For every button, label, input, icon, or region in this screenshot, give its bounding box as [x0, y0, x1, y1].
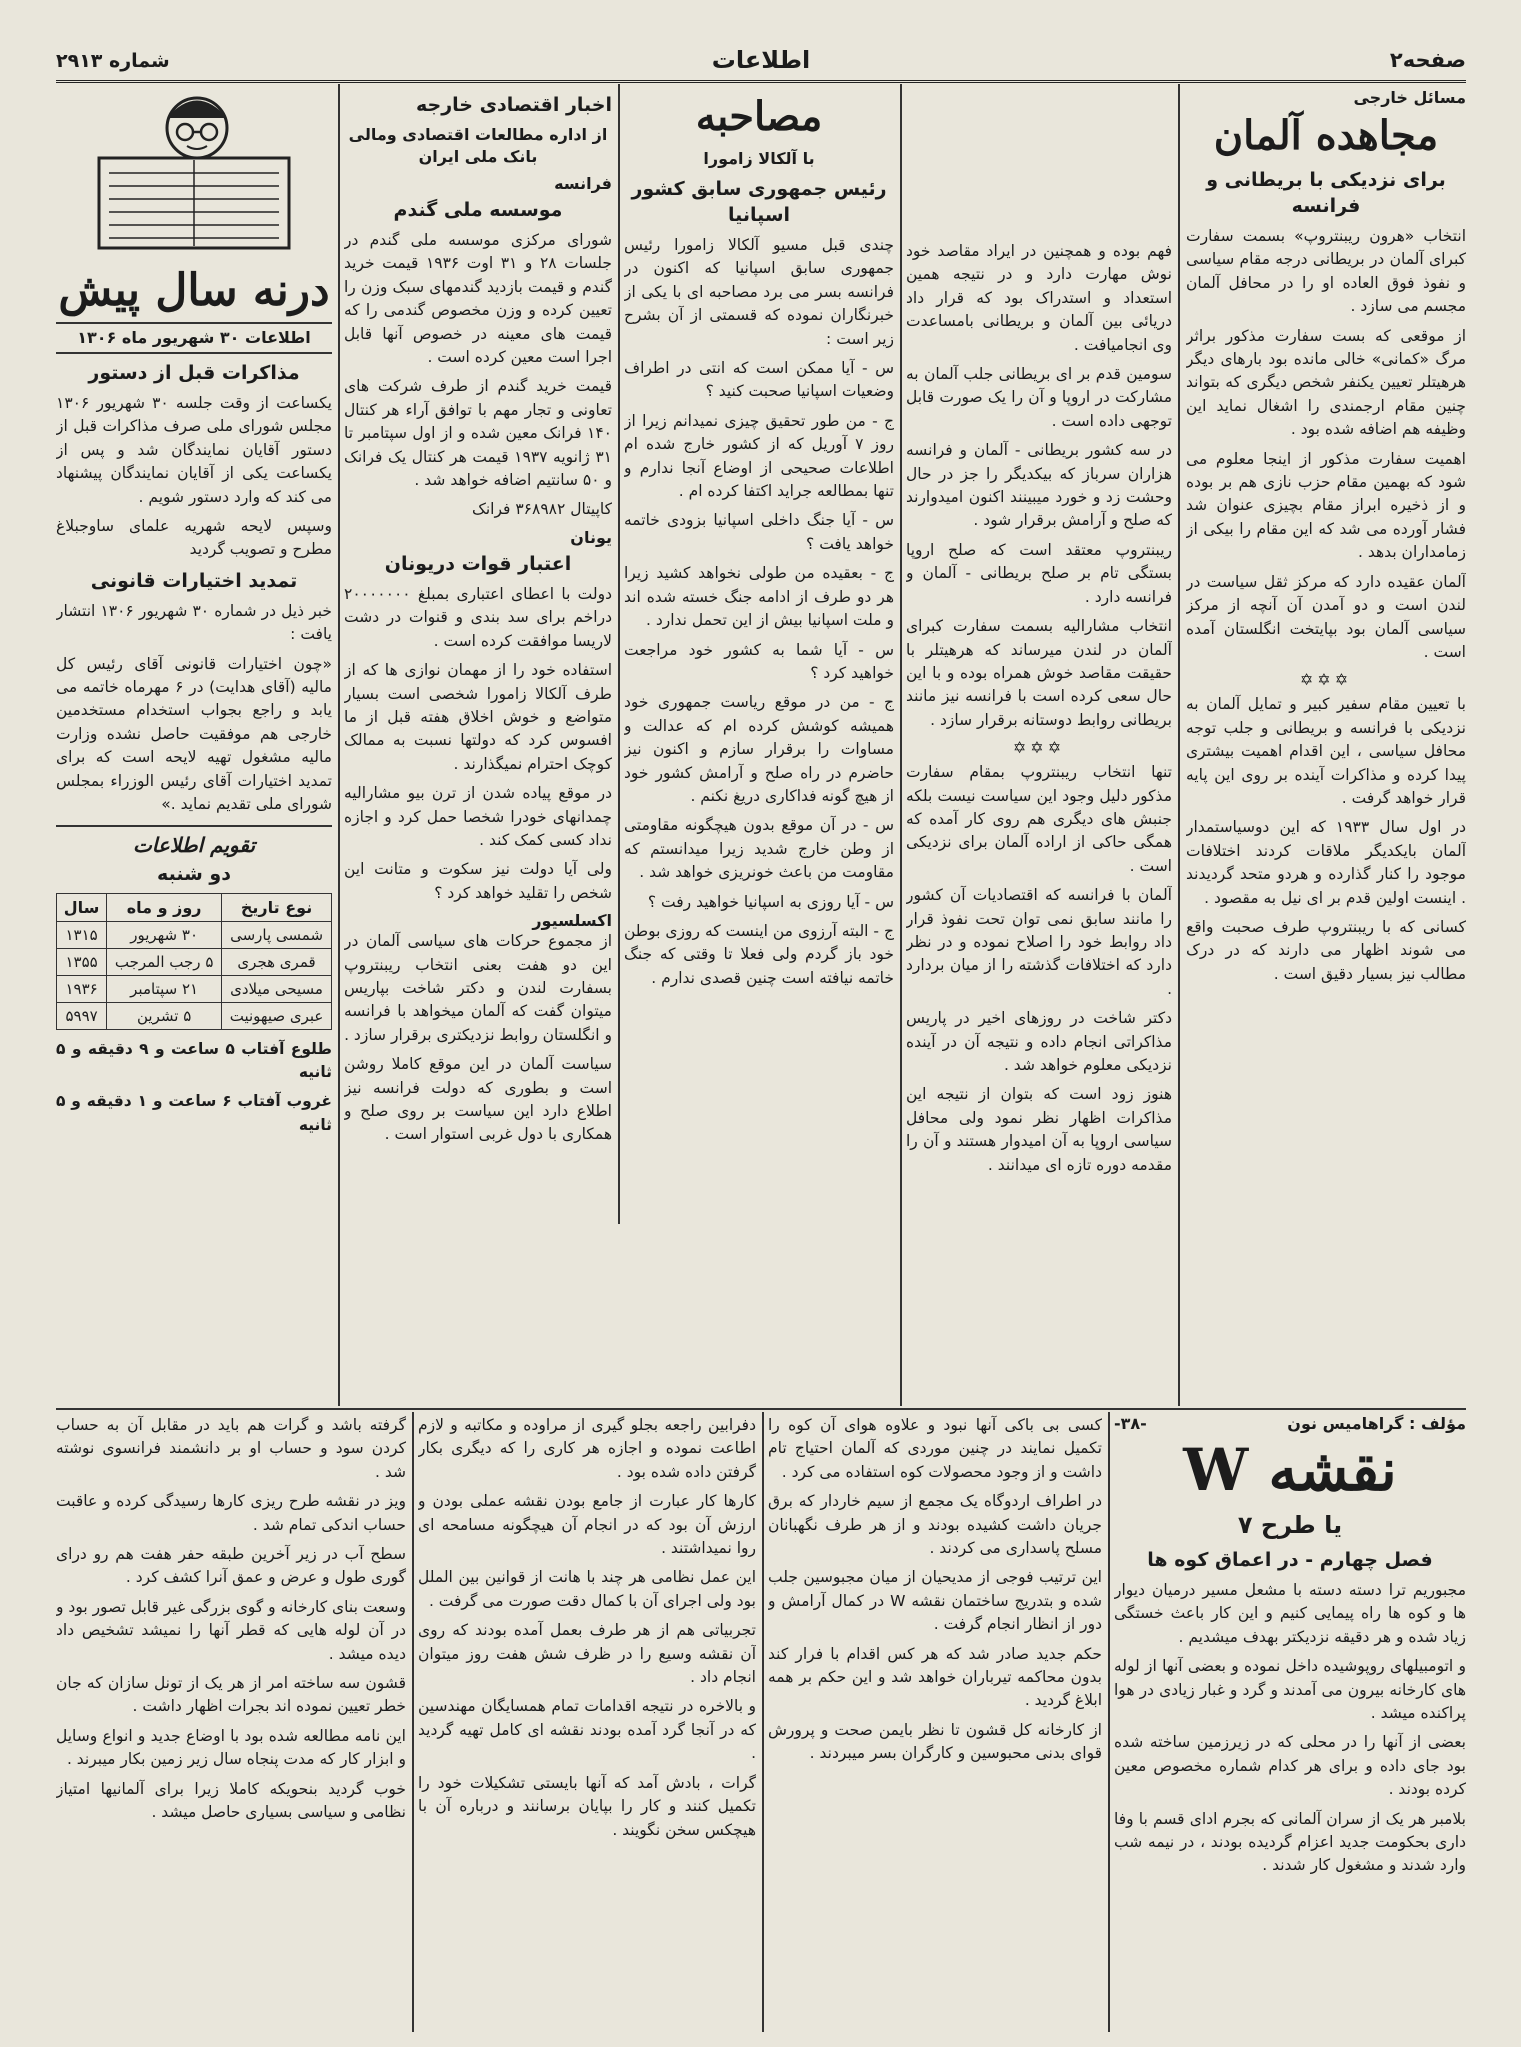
paragraph: قیمت خرید گندم از طرف شرکت های تعاونی و تجار مهم با توافق آراء هر کنتال ۱۴۰ فرانک معین شده و از اول سپتامبر تا ۳۱ ژانویه ۱۹۳۷ قیمت هر کنتال یک فرانک و ۵۰ سانتیم اضافه خواهد شد . [344, 377, 612, 490]
paragraph: س - در آن موقع بدون هیچگونه مقاومتی از وطن خارج شدید زیرا میدانستم که مقاومت من باعث خونریزی خواهد شد . [624, 816, 894, 882]
section-subheading: از اداره مطالعات اقتصادی ومالی بانک ملی ایران [348, 125, 608, 166]
paragraph: این عمل نظامی هر چند با هانت از قوانین بین الملل بود ولی اجرای آن با کمال دقت صورت می گرفت . [418, 1568, 756, 1610]
table-cell: ۱۳۵۵ [57, 948, 107, 975]
column-rule [1108, 1412, 1110, 2032]
column-rule [900, 84, 902, 1406]
calendar-label: تقویم اطلاعات [132, 832, 256, 857]
paragraph: ج - من در موقع ریاست جمهوری خود همیشه کوشش کرده ام که عدالت و مساوات را برقرار سازم و اکنون نیز حاضرم در راه صلح و آرامش کشور خود از هیچ گونه فداکاری دریغ نکنم . [624, 693, 894, 805]
paragraph: دفرابین راجعه بجلو گیری از مراوده و مکاتبه و لازم اطاعت نموده و اجازه هر کاری را که دیگری بکار گرفتن داده شده بود . [418, 1416, 756, 1481]
article-title: مصاحبه [695, 93, 823, 140]
paragraph: ج - بعقیده من طولی نخواهد کشید زیرا هر دو طرف از ادامه جنگ خسته شده اند و ملت اسپانیا بیش از این تحمل ندارد . [624, 564, 894, 630]
column-title: درنه سال پیش [58, 265, 330, 316]
man-reading-newspaper-icon [79, 88, 309, 258]
serial-story-continued [768, 1414, 1102, 2032]
masthead [56, 42, 1466, 83]
table-cell: مسیحی میلادی [222, 975, 332, 1002]
author-credit: مؤلف : گراهامیس نون [1287, 1414, 1466, 1433]
paragraph: وسپس لایحه شهریه علمای ساوجبلاغ مطرح و تصویب گردید [56, 517, 332, 559]
paper-name: اطلاعات [711, 46, 811, 74]
article-title: مذاکرات قبل از دستور [88, 362, 300, 384]
column-rule [1178, 84, 1180, 1406]
paragraph: «چون اختیارات قانونی آقای رئیس کل مالیه (آقای هدایت) در ۶ مهرماه خاتمه می یابد و راجع بجواب استخدام مستخدمین خارجی هم موفقیت حاصل نشده وزارت مالیه مشغول تهیه لایحه است که برای تمدید اختیارات آقای رئیس الوزراء بمجلس شورای ملی تقدیم نماید .» [56, 654, 332, 814]
table-cell: قمری هجری [222, 948, 332, 975]
article-germany-struggle [1186, 88, 1466, 1404]
paragraph: این نامه مطالعه شده بود با اوضاع جدید و انواع وسایل و ابزار کار که مدت پنجاه سال زیر زمین بکار میبرند . [56, 1726, 406, 1769]
column-header: روز و ماه [107, 893, 222, 921]
paragraph: یکساعت از وقت جلسه ۳۰ شهریور ۱۳۰۶ مجلس شورای ملی صرف مذاکرات قبل از دستور آقایان نمایندگان شد و پس از یکساعت یکی از آقایان نمایندگان پیشنهاد می کند که وارد دستور شویم . [56, 394, 332, 506]
paragraph: ولی آیا دولت نیز سکوت و متانت این شخص را تقلید خواهد کرد ؟ [344, 860, 612, 902]
separator-stars: ✡✡✡ [1299, 670, 1353, 690]
article-subtitle: با آلکالا زامورا [703, 149, 815, 168]
article-title: مجاهده آلمان [1213, 112, 1439, 159]
table-cell: ۵ تشرین [107, 1002, 222, 1029]
table-row [57, 921, 332, 948]
article-interview [624, 88, 894, 1222]
paragraph: در سه کشور بریطانی - آلمان و فرانسه هزاران سرباز که بیکدیگر را جز در حال وحشت زد و خورد میبینند اکنون امیدوارند که صلح و آرامش برقرار شود . [906, 441, 1172, 530]
paragraph: با تعیین مقام سفیر کبیر و تمایل آلمان به نزدیکی با فرانسه و بریطانی و جلب توجه محافل سیاسی ، این اقدام اهمیت بیشتری پیدا کرده و مذاکرات آینده بر روی این پایه قرار خواهد گرفت . [1186, 695, 1466, 807]
section-tag: مسائل خارجی [1353, 88, 1466, 107]
paragraph: وسعت بنای کارخانه و گوی بزرگی غیر قابل تصور بود و در آن لوله هایی که قطر آنها را نمیشد تشخیص داد دیده میشد . [56, 1597, 406, 1663]
paragraph: شورای مرکزی موسسه ملی گندم در جلسات ۲۸ و ۳۱ اوت ۱۹۳۶ قیمت خرید گندم و قیمت بازدید گندمهای سبک وزن را تعیین کرده و وزن مخصوص گندمی را که قیمت های معینه در خصوص آنها قابل اجرا است معین کرده است . [344, 231, 612, 367]
sunrise-time: طلوع آفتاب ۵ ساعت و ۹ دقیقه و ۵ ثانیه [56, 1039, 332, 1081]
paragraph: خبر ذیل در شماره ۳۰ شهریور ۱۳۰۶ انتشار یافت : [56, 601, 332, 644]
paragraph: از مجموع حرکات های سیاسی آلمان در این دو هفت بعنی انتخاب ریبنتروپ بسفارت لندن و دکتر شاخت بپاریس میتوان گفت که آلمان میخواهد با فرانسه و انگلستان روابط نزدیکتری برقرار سازد . [344, 932, 612, 1044]
paragraph: ویز در نقشه طرح ریزی کارها رسیدگی کرده و عاقبت حساب اندکی تمام شد . [56, 1492, 406, 1534]
country-tag-france: فرانسه [554, 174, 612, 193]
paragraph: س - آیا ممکن است که انتی در اطراف وضعیات اسپانیا صحبت کنید ؟ [624, 359, 894, 401]
chapter-title: فصل چهارم - در اعماق کوه ها [1147, 1549, 1433, 1571]
paragraph: آلمان با فرانسه که اقتصادیات آن کشور را مانند سابق نمی توان تحت نفوذ قرار داد روابط خود را اصلاح نموده و در نظر دارد که اختلافات گذشته را از میان بردارد . [906, 886, 1172, 998]
serial-story [1114, 1414, 1466, 2032]
column-header: نوع تاریخ [222, 893, 332, 921]
article-subtitle: برای نزدیکی با بریطانی و فرانسه [1206, 169, 1446, 217]
table-cell: ۲۱ سپتامبر [107, 975, 222, 1002]
paragraph: س - آیا جنگ داخلی اسپانیا بزودی خاتمه خواهد یافت ؟ [624, 511, 894, 553]
article-economic-news [344, 88, 612, 1404]
paragraph: کاپیتال ۳۶۸۹۸۲ فرانک [471, 500, 612, 519]
paragraph: تجربیاتی هم از هر طرف بعمل آمده بودند که روی آن نقشه وسیع را در ظرف شش هفت روز میتوان انجام داد . [418, 1621, 756, 1687]
paragraph: سطح آب در زیر آخرین طبقه حفر هفت هم رو درای گوری طول و عرض و عمق آنرا کشف کرد . [56, 1545, 406, 1587]
table-header-row [57, 893, 332, 921]
paragraph: ج - البته آرزوی من اینست که روزی بوطن خود باز گردم ولی فعلا تا وقتی که جنگ خاتمه نیافته است چنین قصدی ندارم . [624, 921, 894, 987]
paragraph: از موقعی که بست سفارت مذکور براثر مرگ «کمانی» خالی مانده بود بارهای دیگر هرهیتلر تعیین یکنفر شخص دیگری که بتواند چنین مقام ارجمندی را اشغال نماید این وظیفه هم اضافه شده بود . [1186, 326, 1466, 439]
paragraph: آلمان عقیده دارد که مرکز ثقل سیاست در لندن است و دو آمدن آن آنچه از مرکز سیاسی آلمان بود بپایتخت انگلستان آمده است . [1186, 572, 1466, 661]
table-cell: ۵۹۹۷ [57, 1002, 107, 1029]
article-germany-continued [906, 240, 1172, 1404]
calendar-day: دو شنبه [157, 862, 231, 885]
paragraph: استفاده خود را از مهمان نوازی ها که از طرف آلکالا زامورا شخصی است بسیار متواضع و خوش اخلاق هفته قبل از ما افسوس کرد که دولتها نسبت به ممالک کوچک احترام نمیگذارند . [344, 661, 612, 773]
paragraph: گرفته باشد و گرات هم باید در مقابل آن به حساب کردن سود و حساب او بر دانشمند فرانسوی نوشته شد . [56, 1416, 406, 1481]
paragraph: و بالاخره در نتیجه اقدامات تمام همسایگان مهندسین که در آنجا گرد آمده بودند نقشه ای کامل تهیه گردید . [418, 1697, 756, 1763]
paragraph: گرات ، بادش آمد که آنها بایستی تشکیلات خود را تکمیل کنند و کار را بپایان برسانند و درباره آن با هیچکس سخن نگویند . [418, 1773, 756, 1839]
section-heading: اخبار اقتصادی خارجه [416, 94, 612, 116]
news-title: موسسه ملی گندم [393, 199, 563, 221]
table-cell: عبری صیهونیت [222, 1002, 332, 1029]
issue-number: شماره ۲۹۱۳ [56, 50, 170, 72]
paragraph: در موقع پیاده شدن از ترن بیو مشارالیه چمدانهای خودرا شخصا حمل کرد و اجازه نداد کسی کمک کند . [344, 784, 612, 849]
paragraph: بلامبر هر یک از سران آلمانی که بجرم ادای قسم با وفا داری بحکومت جدید اعزام گردیده بودند ، در نیمه شب وارد شدند و مشغول کار شدند . [1114, 1809, 1466, 1875]
table-row [57, 948, 332, 975]
page-label: صفحه۲ [1389, 48, 1466, 72]
news-title: اعتبار قوات دریونان [384, 552, 572, 575]
sunset-time: غروب آفتاب ۶ ساعت و ۱ دقیقه و ۵ ثانیه [56, 1092, 332, 1134]
paragraph: سومین قدم بر ای بریطانی جلب آلمان به مشارکت در اروپا و آن را یک صورت قابل توجهی داده است . [906, 365, 1172, 430]
section-rule [56, 1408, 1466, 1410]
table-cell: شمسی پارسی [222, 921, 332, 948]
column-rule [618, 84, 620, 1224]
separator-stars: ✡✡✡ [1012, 738, 1066, 758]
country-tag-greece: یونان [570, 527, 612, 547]
sidebar-nine-years-ago [56, 88, 332, 1404]
serial-header [1114, 1414, 1466, 1433]
paragraph: دکتر شاخت در روزهای اخیر در پاریس مذاکراتی انجام داده و نتیجه آن در آینده نزدیکی معلوم خواهد شد . [906, 1009, 1172, 1074]
source-tag: اکسلسیور [532, 911, 612, 931]
paragraph: کسی بی باکی آنها نبود و علاوه هوای آن کوه را تکمیل نمایند در چنین موردی که آلمان احتیاج تام داشت و از وجود محصولات کوه استفاده می کرد . [768, 1416, 1102, 1481]
paragraph: س - آیا روزی به اسپانیا خواهید رفت ؟ [647, 892, 894, 911]
dateline: اطلاعات ۳۰ شهریور ماه ۱۳۰۶ [56, 322, 332, 354]
paragraph: دولت با اعطای اعتباری بمبلغ ۲۰۰۰۰۰۰۰ دراخم برای سد بندی و قنوات در دشت لاریسا موافقت کرده است . [344, 584, 612, 650]
table-cell: ۱۹۳۶ [57, 975, 107, 1002]
column-rule [338, 84, 340, 1406]
table-row [57, 975, 332, 1002]
serial-subtitle: یا طرح ۷ [1237, 1511, 1343, 1539]
paragraph: انتخاب مشارالیه بسمت سفارت کبرای آلمان در لندن میرساند که هرهیتلر با حقیقت مقاصد خوش همراه بوده و با این حال سعی کرده است با فرانسه نیز مانند بریطانی روابط دوستانه برقرار سازد . [906, 617, 1172, 729]
paragraph: سیاست آلمان در این موقع کاملا روشن است و بطوری که دولت فرانسه نیز اطلاع دارد این سیاست بر روی صلح و همکاری با دول غربی استوار است . [344, 1055, 612, 1144]
paragraph: ریبنتروپ معتقد است که صلح اروپا بستگی تام بر صلح بریطانی - آلمان و فرانسه دارد . [906, 540, 1172, 606]
paragraph: س - آیا شما به کشور خود مراجعت خواهید کرد ؟ [624, 640, 894, 682]
article-subtitle: رئیس جمهوری سابق کشور اسپانیا [631, 178, 887, 226]
column-rule [762, 1412, 764, 2032]
paragraph: و اتومبیلهای روپوشیده داخل نموده و بعضی آنها از لوله های کارخانه بیرون می آمدند و گرد و غبار زیادی در هوا پراکنده میشد . [1114, 1657, 1466, 1723]
paragraph: حکم جدید صادر شد که هر کس اقدام با فرار کند بدون محاکمه تیرباران خواهد شد و این حکم بر همه ابلاغ گردید . [768, 1644, 1102, 1710]
paragraph: قشون سه ساخته امر از هر یک از تونل سازان که جان خطر تعیین نموده اند بجرات اظهار داشت . [56, 1674, 406, 1716]
paragraph: چندی قبل مسیو آلکالا زامورا رئیس جمهوری سابق اسپانیا که اکنون در فرانسه بسر می برد مصاحبه ای با یکی از خبرنگاران نموده که قسمتی از آن بشرح زیر است : [624, 236, 894, 348]
table-row [57, 1002, 332, 1029]
paragraph: اهمیت سفارت مذکور از اینجا معلوم می شود که بهمین مقام حزب نازی هم بر بوده و از ذخیره ابراز مقام بچیزی عنوان شد فشار آورده می شد که این مقام را بیکی از زمامداران بدهد . [1186, 449, 1466, 562]
table-cell: ۱۳۱۵ [57, 921, 107, 948]
serial-number: -۳۸- [1114, 1414, 1147, 1433]
paragraph: کارها کار عبارت از جامع بودن نقشه عملی بودن و ارزش آن بود که در انجام آن هیچگونه مسامحه ای روا نمیداشتند . [418, 1492, 756, 1558]
paragraph: تنها انتخاب ریبنتروپ بمقام سفارت مذکور دلیل وجود این سیاست نیست بلکه جنبش های دیگری هم روی کار آمده که همگی حاکی از اراده آلمان برای نزدیکی است . [906, 763, 1172, 875]
paragraph: در اطراف اردوگاه یک مجمع از سیم خاردار که برق جریان داشت کشیده بودند و از هر طرف نگهبانان مسلح پاسداری می کردند . [768, 1492, 1102, 1558]
paragraph: این ترتیب فوجی از مدیحیان از میان مجبوسین جلب شده و بتدریج ساختمان نقشه W در کمال آرامش و دور از انظار انجام گرفت . [768, 1568, 1102, 1634]
paragraph: انتخاب «هرون ریبنتروپ» بسمت سفارت کبرای آلمان در بریطانی درجه مقام سیاسی و نفوذ فوق العاده او را در محافل آلمان مجسم می سازد . [1186, 227, 1466, 316]
paragraph: از کارخانه کل قشون تا نظر بایمن صحت و پرورش قوای بدنی محبوسین و کارگران بسر میبردند . [768, 1720, 1102, 1763]
paragraph: در اول سال ۱۹۳۳ که این دوسیاستمدار آلمان بایکدیگر ملاقات کردند اختلافات موجود را کنار گذارده و هردو متحد گردیدند . اینست اولین قدم بر ای نیل به مقصود . [1186, 818, 1466, 907]
calendar-box [56, 825, 332, 1138]
paragraph: ج - من طور تحقیق چیزی نمیدانم زیرا از روز ۷ آوریل که از کشور خارج شده ام اطلاعات صحیحی از اوضاع آنجا ندارم و تنها بمطالعه جراید اکتفا کرده ام . [624, 411, 894, 501]
column-rule [412, 1412, 414, 2032]
calendar-table [56, 893, 332, 1030]
serial-story-continued [56, 1414, 406, 2032]
paragraph: فهم بوده و همچنین در ایراد مقاصد خود نوش مهارت دارد و در نتیجه همین استعداد و استدراک بود که قرار داد دریائی بین آلمان و بریطانی بامساعدت وی انجامیافت . [906, 242, 1172, 354]
column-header: سال [57, 893, 107, 921]
table-cell: ۳۰ شهریور [107, 921, 222, 948]
serial-title: نقشه W [1183, 1436, 1397, 1504]
paragraph: هنوز زود است که بتوان از نتیجه این مذاکرات اظهار نظر نمود ولی محافل سیاسی اروپا به آن امیدوار هستند و آن را مقدمه دوره تازه ای میدانند . [906, 1085, 1172, 1174]
article-title: تمدید اختیارات قانونی [90, 569, 298, 592]
serial-story-continued [418, 1414, 756, 2032]
paragraph: بعضی از آنها را در محلی که در زیرزمین ساخته شده بود جای داده و برای هر کدام شماره مخصوص معین کرده بودند . [1114, 1733, 1466, 1799]
paragraph: مجبوریم ترا دسته دسته با مشعل مسیر درمیان دیوار ها و کوه ها راه پیمایی کنیم و این کار باعث خستگی زیاد شده و هر دقیقه نزدیکتر بهدف میشدیم . [1114, 1581, 1466, 1646]
paragraph: کسانی که با ریبنتروپ طرف صحبت واقع می شوند اظهار می دارند که در درک مطالب نیز بسیار دقیق است . [1186, 917, 1466, 983]
paragraph: خوب گردید بنحویکه کاملا زیرا برای آلمانیها امتیاز نظامی و سیاسی بسیاری حاصل میشد . [56, 1779, 406, 1822]
table-cell: ۵ رجب المرجب [107, 948, 222, 975]
